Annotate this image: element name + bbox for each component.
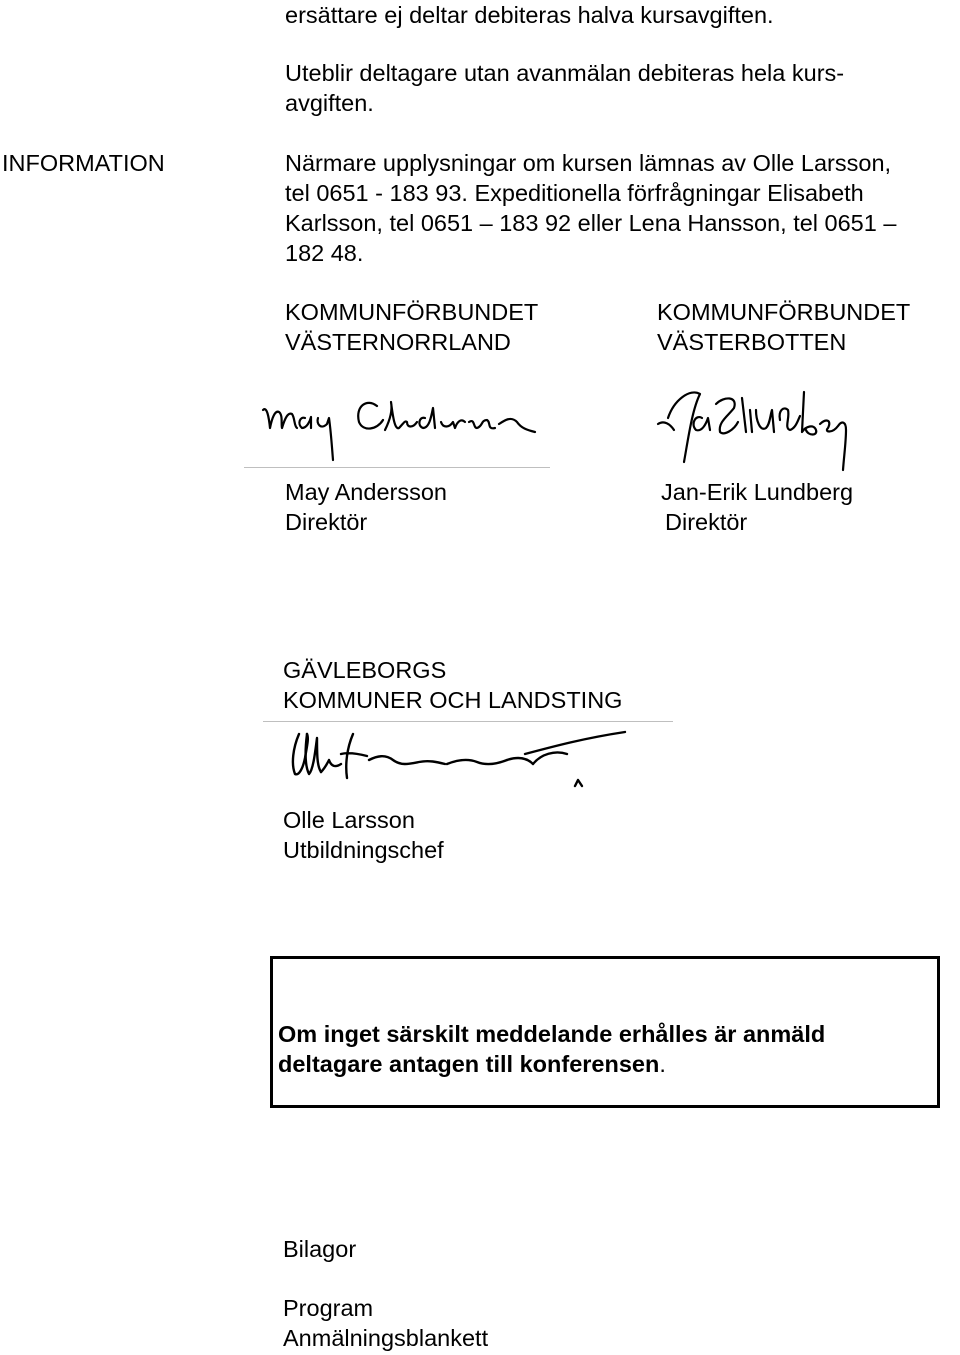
signatory-org: KOMMUNFÖRBUNDET [285,299,539,325]
signatory-title: Utbildningschef [283,837,444,863]
signatory-name: May Andersson [285,479,447,505]
paragraph-line: Uteblir deltagare utan avanmälan debiteras hela kurs- [285,60,845,86]
signature-line [263,721,673,722]
notice-line-bold: deltagare antagen till konferensen [278,1051,660,1077]
notice-line [278,1049,666,1079]
notice-box [270,956,940,1108]
signatory-title: Direktör [285,509,368,535]
information-label: INFORMATION [2,150,165,176]
signatory-org: VÄSTERBOTTEN [657,329,847,355]
signature-may-andersson [255,388,545,470]
signatory-title: Direktör [665,509,748,535]
notice-period: . [659,1051,666,1077]
attachments-heading: Bilagor [283,1236,357,1262]
signatory-org: KOMMUNER OCH LANDSTING [283,687,623,713]
information-line: Karlsson, tel 0651 – 183 92 eller Lena Hansson, tel 0651 – [285,210,897,236]
information-line: 182 48. [285,240,364,266]
information-line: tel 0651 - 183 93. Expeditionella förfrågningar Elisabeth [285,180,864,206]
signatory-name: Jan-Erik Lundberg [661,479,854,505]
signature-olle-larsson [285,724,635,794]
attachment-item: Anmälningsblankett [283,1325,489,1351]
signature-jan-erik-lundberg [650,380,855,478]
paragraph-line: avgiften. [285,90,374,116]
signatory-name: Olle Larsson [283,807,415,833]
paragraph-line: ersättare ej deltar debiteras halva kursavgiften. [285,2,774,28]
signatory-org: KOMMUNFÖRBUNDET [657,299,911,325]
attachment-item: Program [283,1295,374,1321]
information-line: Närmare upplysningar om kursen lämnas av Olle Larsson, [285,150,892,176]
signatory-org: GÄVLEBORGS [283,657,447,683]
notice-line: Om inget särskilt meddelande erhålles är anmäld [278,1021,826,1047]
signature-line [244,467,550,468]
signatory-org: VÄSTERNORRLAND [285,329,511,355]
